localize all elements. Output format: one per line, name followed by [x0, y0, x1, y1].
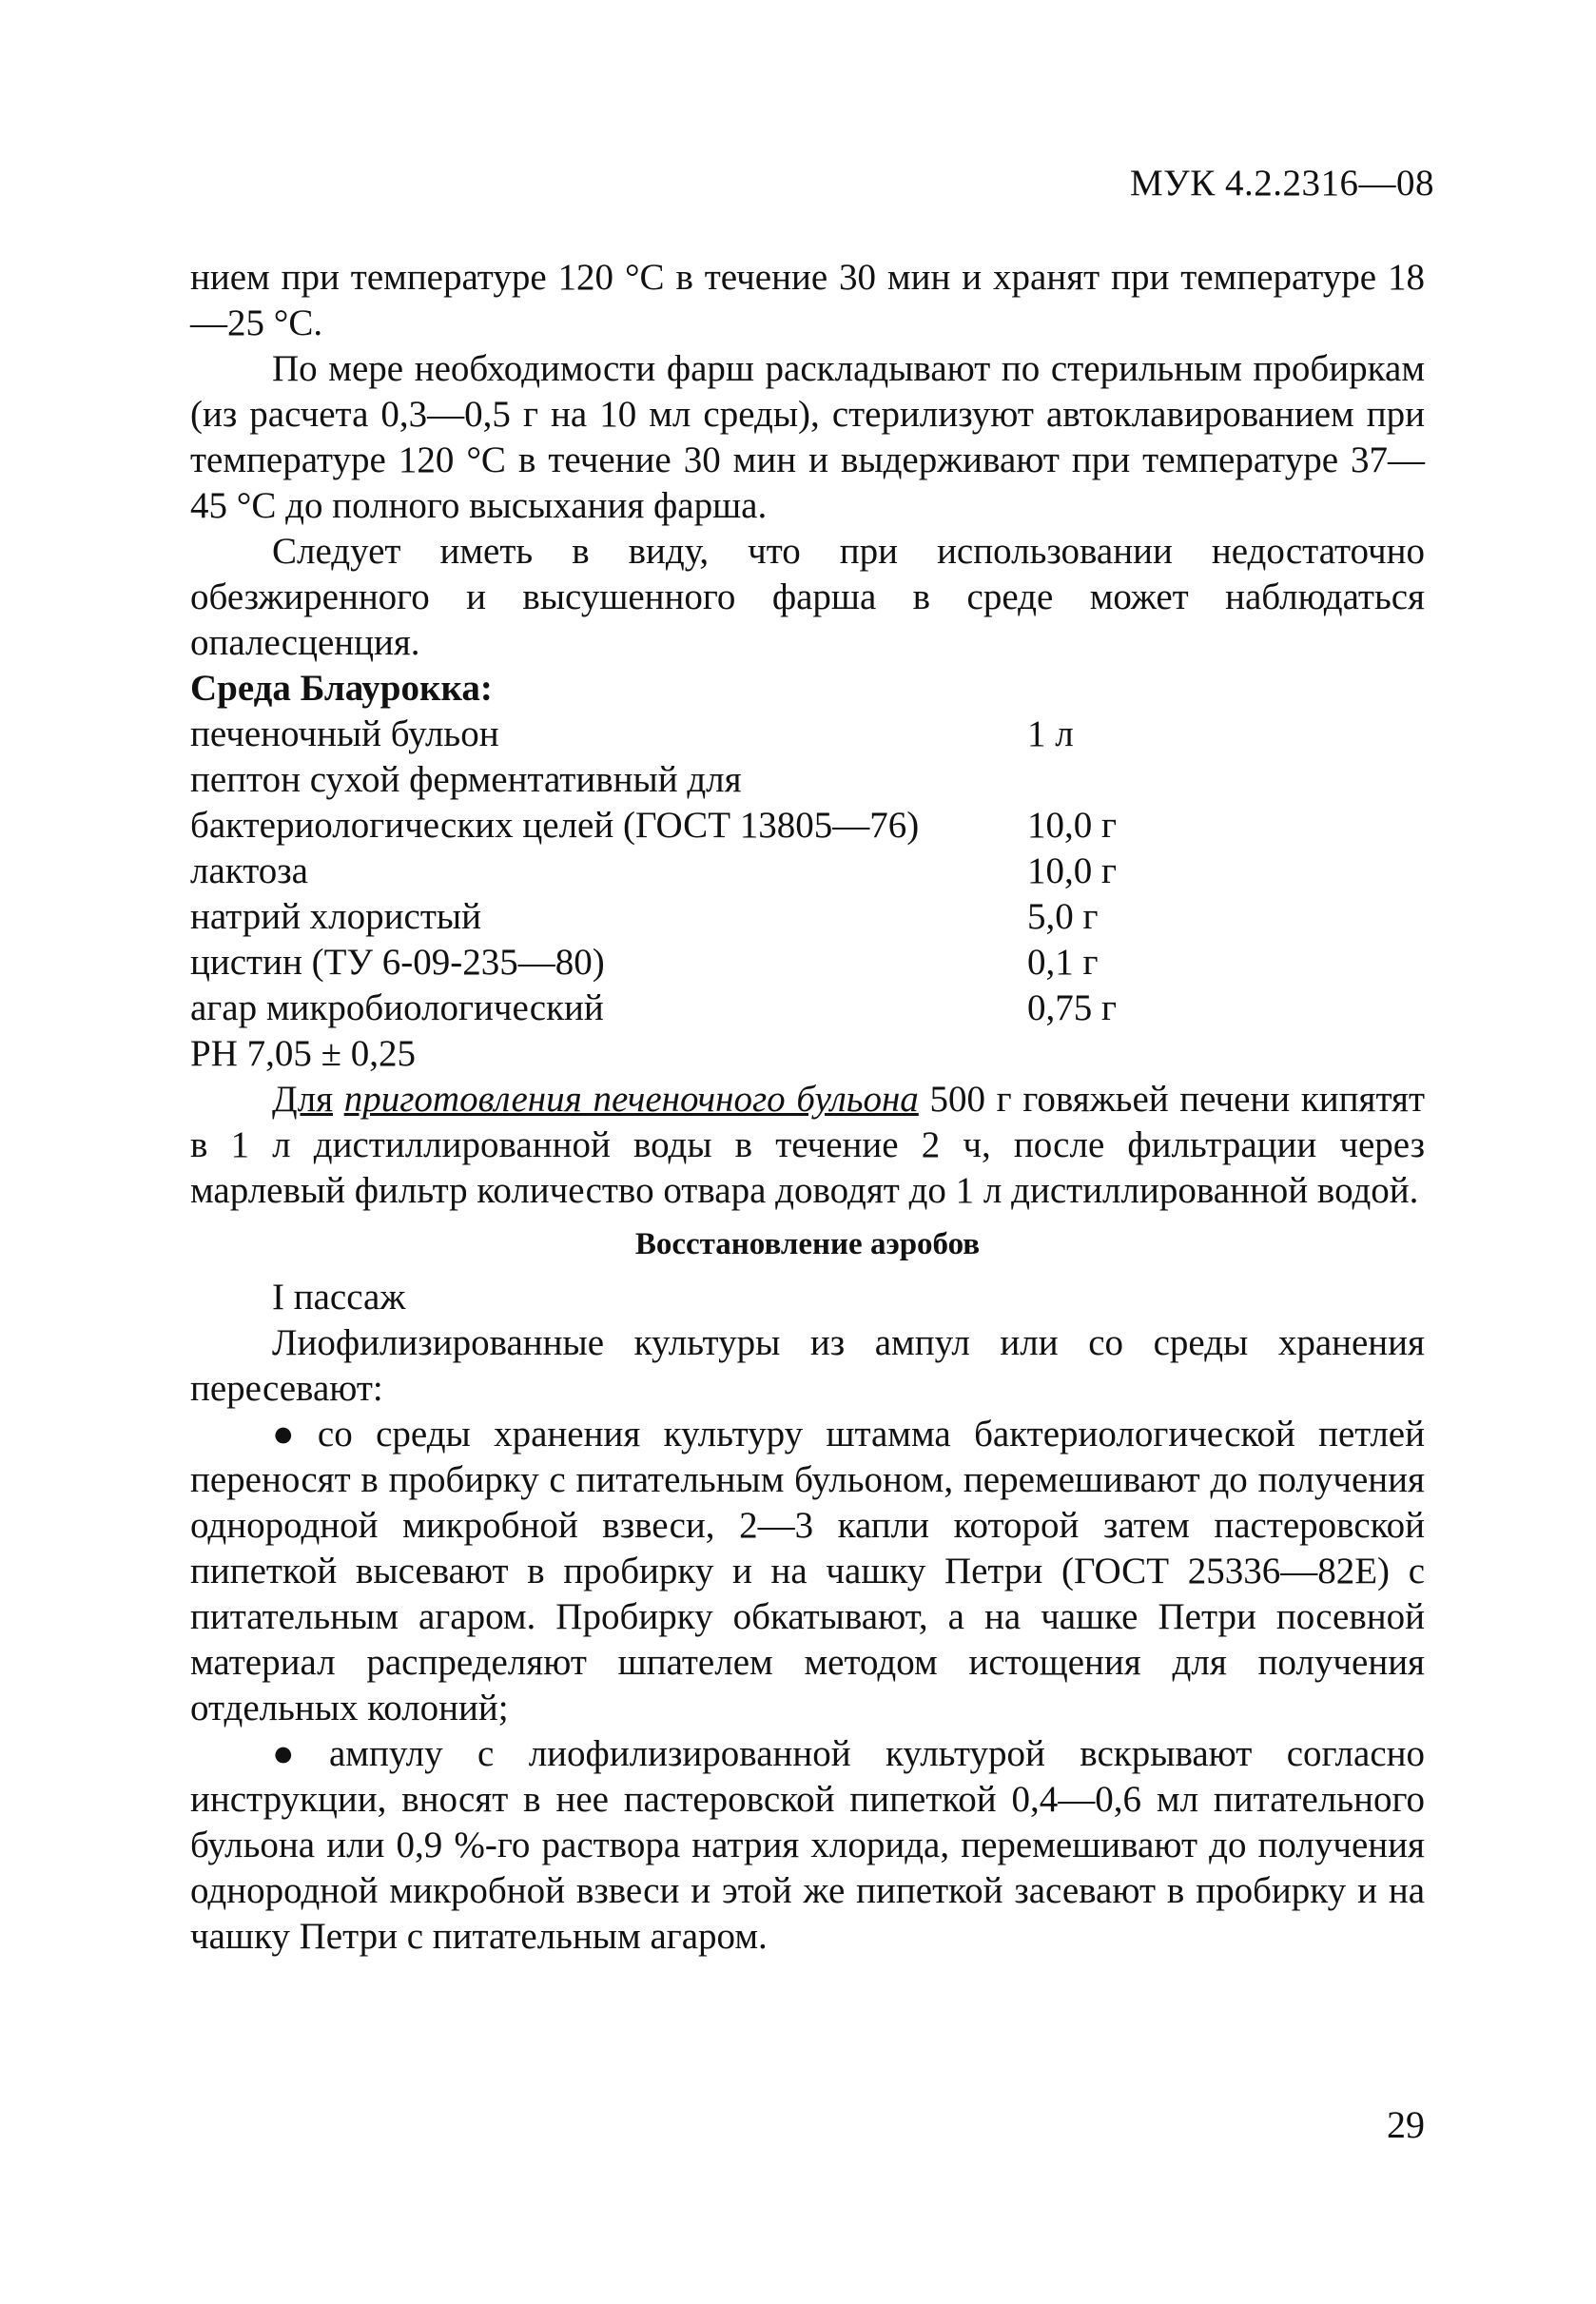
- component-name: натрий хлористый: [190, 896, 481, 937]
- component-name: бактериологических целей (ГОСТ 13805—76): [190, 805, 920, 846]
- page-body: [190, 255, 1425, 1960]
- ph-value: РН 7,05 ± 0,25: [190, 1033, 417, 1074]
- paragraph-broth-preparation: [190, 1077, 1425, 1214]
- medium-title: [190, 666, 1425, 712]
- composition-row: [190, 894, 1425, 940]
- passage-label: I пассаж: [272, 1277, 406, 1318]
- medium-title-colon: :: [479, 668, 493, 709]
- document-code: МУК 4.2.2316—08: [1129, 163, 1434, 204]
- composition-row: [190, 986, 1425, 1031]
- broth-rest: 500 г говяжьей печени кипятят в 1 л дистиллированной воды в течение 2 ч, после фильтрации через марлевый фильтр количество отвара доводят до 1 л дистиллированной водой.: [190, 1079, 1425, 1211]
- composition-row: [190, 940, 1425, 986]
- bullet-item: [190, 1412, 1425, 1731]
- paragraph-opalescence-note: Следует иметь в виду, что при использовании недостаточно обезжиренного и высушенного фарша в среде может наблюдаться опалесценция.: [190, 531, 1425, 663]
- component-amount: 0,1 г: [1027, 942, 1099, 983]
- bullet-icon: ●: [272, 1733, 295, 1774]
- section-intro: Лиофилизированные культуры из ампул или со среды хранения пересевают:: [190, 1322, 1425, 1409]
- component-name: лактоза: [190, 850, 308, 891]
- paragraph-continuation: нием при температуре 120 °С в течение 30 мин и хранят при температуре 18—25 °С.: [190, 257, 1425, 343]
- component-name: пептон сухой ферментативный для: [190, 759, 742, 800]
- component-amount: 10,0 г: [1027, 805, 1117, 846]
- ph-row: [190, 1031, 1425, 1077]
- component-name: агар микробиологический: [190, 987, 604, 1028]
- bullet-item: [190, 1731, 1425, 1960]
- broth-italic-phrase: приготовления печеночного бульона: [343, 1079, 919, 1120]
- composition-row: [190, 712, 1425, 757]
- composition-row: [190, 757, 1425, 803]
- composition-row: [190, 849, 1425, 894]
- paragraph-mince-distribution: По мере необходимости фарш раскладывают по стерильным пробиркам (из расчета 0,3—0,5 г на 10 мл среды), стерилизуют автоклавированием при температуре 120 °С в течение 30 мин и выдерживают при температуре 37—45 °С до полного высыхания фарша.: [190, 348, 1425, 526]
- component-amount: [1027, 757, 1217, 803]
- component-amount: 10,0 г: [1027, 850, 1117, 891]
- component-amount: 1 л: [1027, 713, 1074, 754]
- composition-row: [190, 803, 1425, 849]
- component-amount: 0,75 г: [1027, 987, 1117, 1028]
- component-name: цистин (ТУ 6-09-235—80): [190, 942, 605, 983]
- medium-title-text: Среда Блаурокка: [190, 668, 480, 709]
- section-title: Восстановление аэробов: [634, 1227, 981, 1261]
- bullet-icon: ●: [272, 1414, 295, 1455]
- component-amount: 5,0 г: [1027, 896, 1099, 937]
- medium-composition-list: [190, 712, 1425, 1077]
- page-number: 29: [1387, 2103, 1425, 2146]
- bullet-text: со среды хранения культуру штамма бактериологической петлей переносят в пробирку с питательным бульоном, перемешивают до получения однородной микробной взвеси, 2—3 капли которой затем пастеровской пипеткой высевают в пробирку и на чашку Петри (ГОСТ 25336—82Е) с питательным агаром. Пробирку обкатывают, а на чашке Петри посевной материал распределяют шпателем методом истощения для получения отдельных колоний;: [190, 1414, 1425, 1728]
- bullet-text: ампулу с лиофилизированной культурой вскрывают согласно инструкции, вносят в нее пастеровской пипеткой 0,4—0,6 мл питательного бульона или 0,9 %-го раствора натрия хлорида, перемешивают до получения однородной микробной взвеси и этой же пипеткой засевают в пробирку и на чашку Петри с питательным агаром.: [190, 1733, 1426, 1957]
- component-name: печеночный бульон: [190, 713, 499, 754]
- broth-prefix: Для: [272, 1079, 334, 1120]
